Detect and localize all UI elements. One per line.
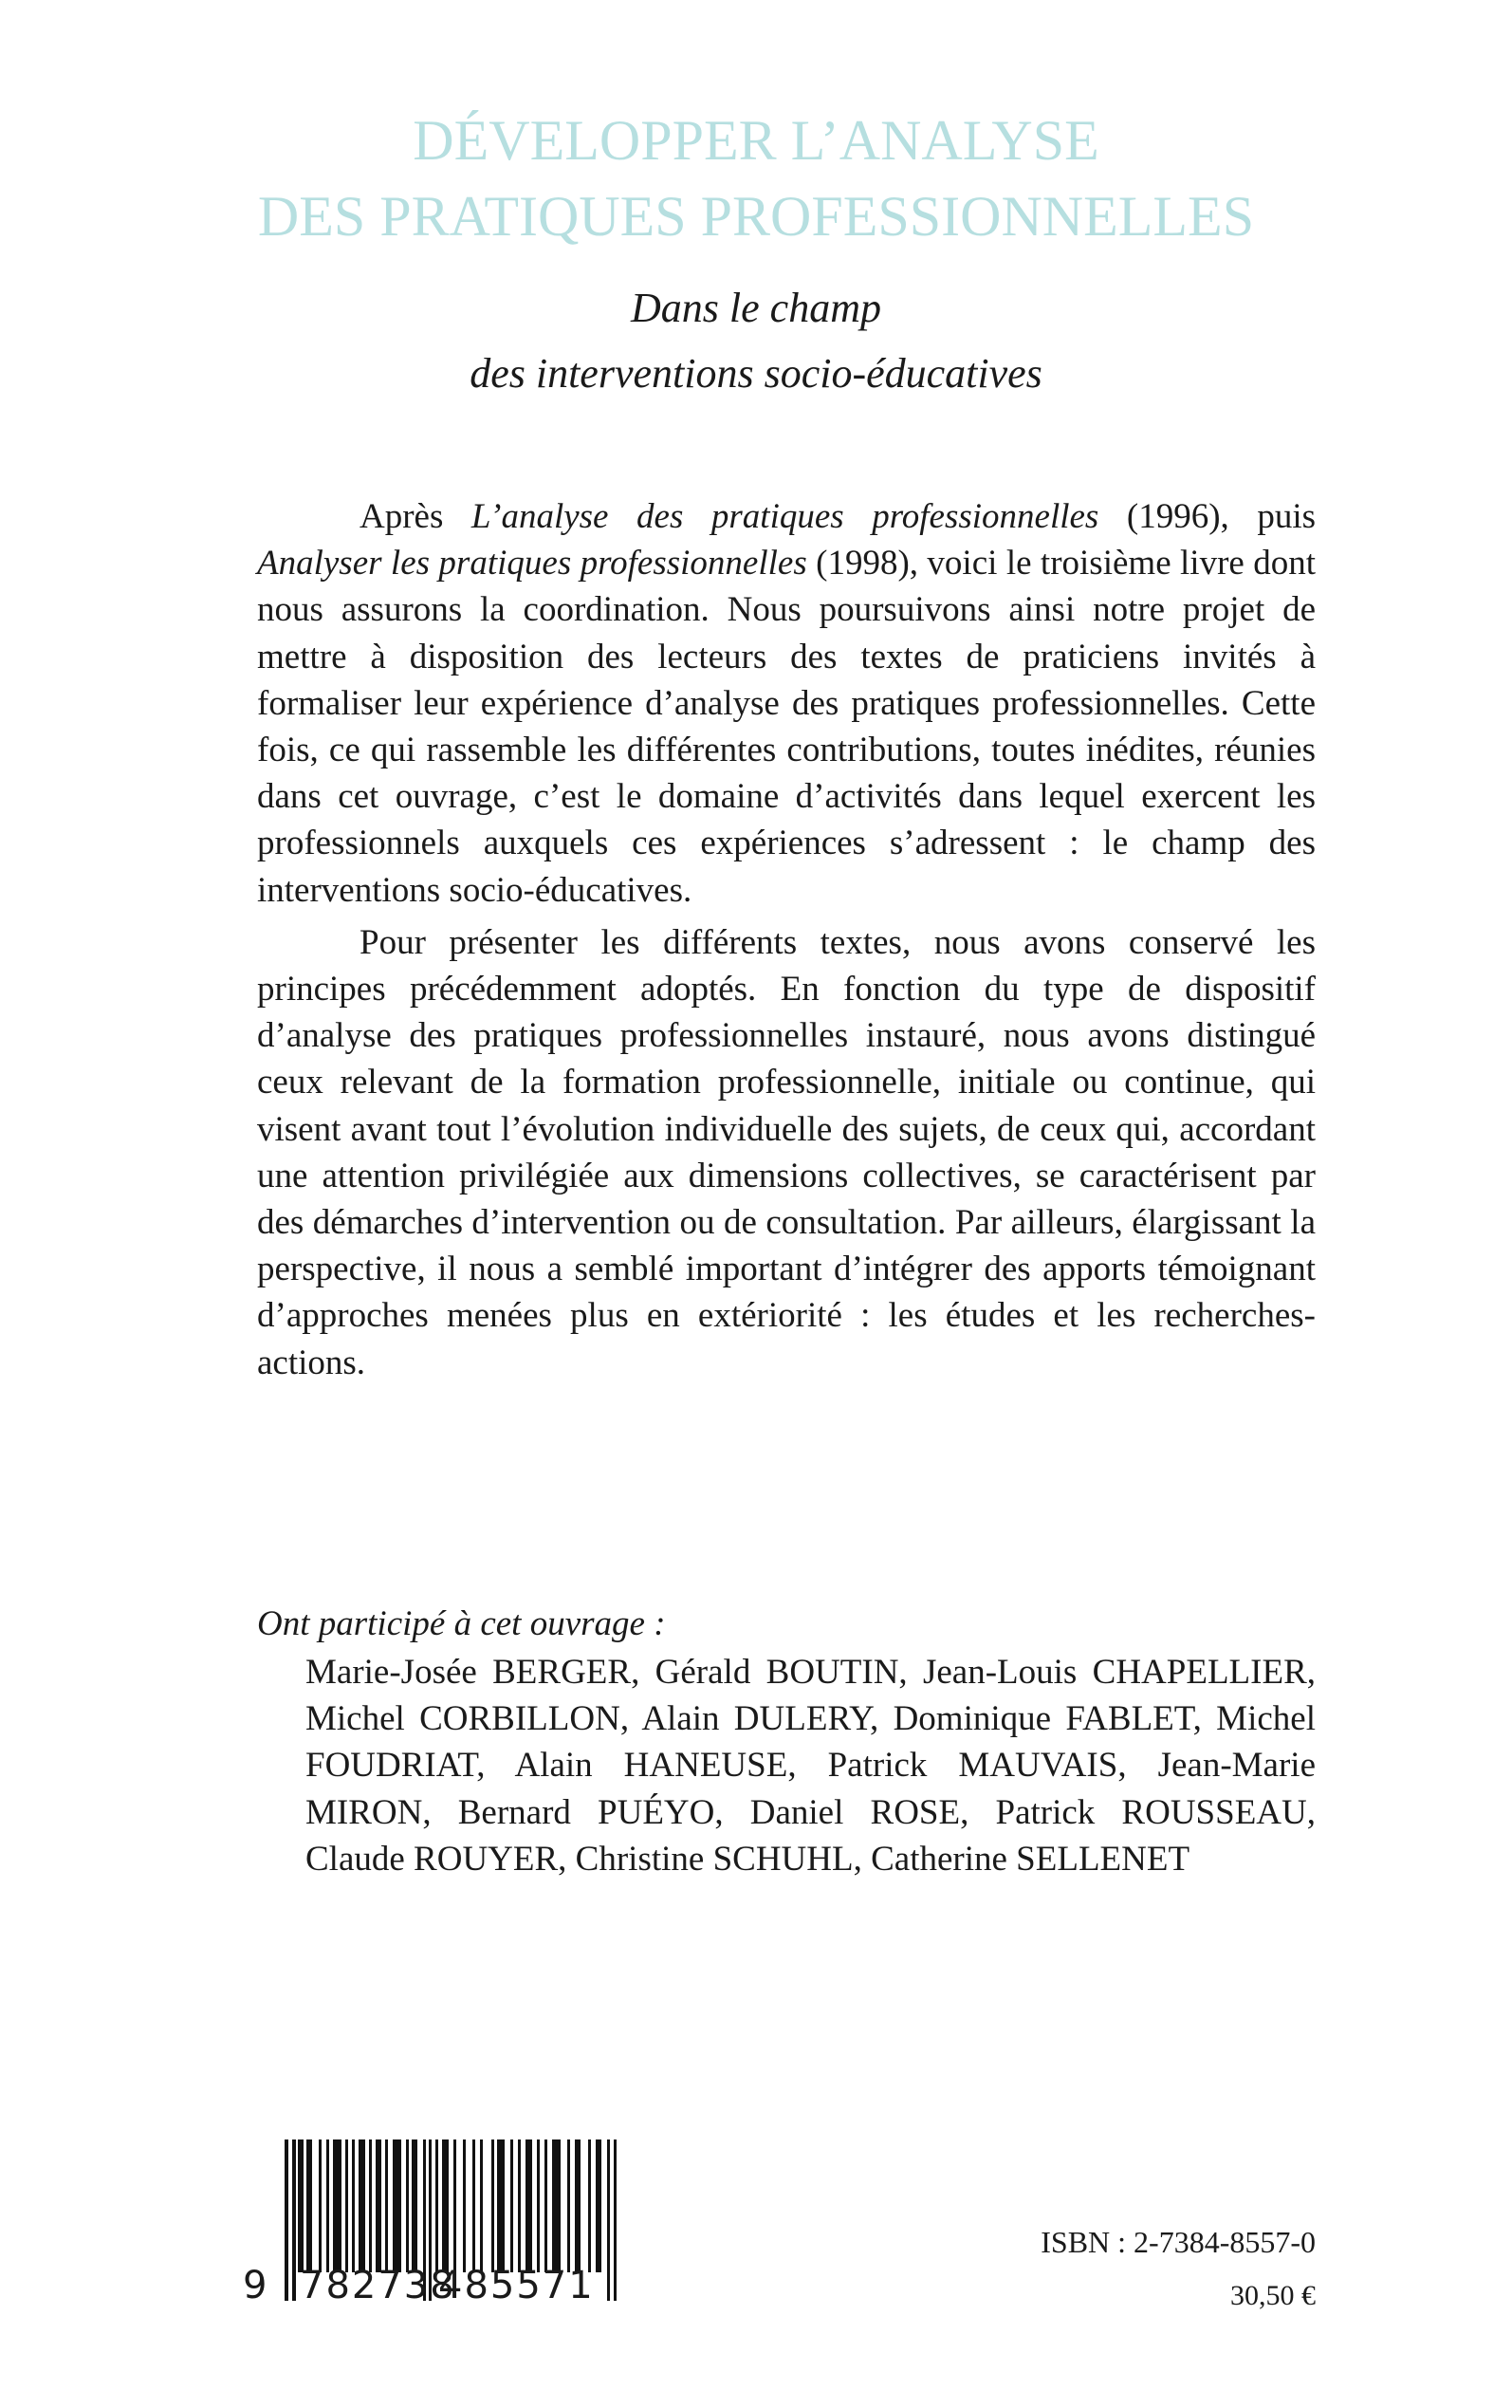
book-title-1: L’analyse des pratiques professionnelles bbox=[470, 497, 1099, 536]
contributors-heading: Ont participé à cet ouvrage : bbox=[257, 1604, 666, 1643]
price: 30,50 € bbox=[1230, 2280, 1316, 2311]
book-title-2: Analyser les pratiques professionnelles bbox=[257, 544, 807, 583]
title-line-2: DES PRATIQUES PROFESSIONNELLES bbox=[257, 185, 1255, 248]
text: Après bbox=[360, 497, 471, 536]
paragraph-1 bbox=[257, 493, 1316, 914]
barcode-digits-right: 485571 bbox=[438, 2264, 595, 2307]
barcode-digits-left: 782738 bbox=[300, 2264, 456, 2307]
back-cover-text bbox=[257, 493, 1316, 1386]
subtitle-line-1: Dans le champ bbox=[631, 285, 881, 331]
contributors-list: Marie-Josée BERGER, Gérald BOUTIN, Jean-Louis CHAPELLIER, Michel CORBILLON, Alain DULERY, Dominique FABLET, Michel FOUDRIAT, Alain HANEUSE, Patrick MAUVAIS, Jean-Marie MIRON, Bernard PUÉYO, Daniel ROSE, Patrick ROUSSEAU, Claude ROUYER, Christine SCHUHL, Catherine SELLENET bbox=[305, 1653, 1316, 1879]
isbn: ISBN : 2-7384-8557-0 bbox=[1041, 2225, 1316, 2259]
barcode-digit-first: 9 bbox=[243, 2264, 267, 2307]
subtitle-line-2: des interventions socio-éducatives bbox=[470, 350, 1042, 397]
title-line-1: DÉVELOPPER L’ANALYSE bbox=[413, 109, 1099, 172]
text: (1996), puis bbox=[1098, 497, 1316, 536]
barcode bbox=[243, 2139, 632, 2310]
text: (1998), voici le troisième livre dont nous assurons la coordination. Nous poursuivons ainsi notre projet de mettre à disposition des lecteurs des textes de praticiens invités à formaliser leur expérience d’analyse des pratiques professionnelles. Cette fois, ce qui rassemble les différentes contributions, toutes inédites, réunies dans cet ouvrage, c’est le domaine d’activités dans lequel exercent les professionnels auxquels ces expériences s’adressent : le champ des interventions socio-éducatives. bbox=[257, 544, 1317, 910]
paragraph-2: Pour présenter les différents textes, nous avons conservé les principes précédemment adoptés. En fonction du type de dispositif d’analyse des pratiques professionnelles instauré, nous avons distingué ceux relevant de la formation professionnelle, initiale ou continue, qui visent avant tout l’évolution individuelle des sujets, de ceux qui, accordant une attention privilégiée aux dimensions collectives, se caractérisent par des démarches d’intervention ou de consultation. Par ailleurs, élargissant la perspective, il nous a semblé important d’intégrer des apports témoignant d’approches menées plus en extériorité : les études et les recherches-actions. bbox=[257, 922, 1316, 1382]
